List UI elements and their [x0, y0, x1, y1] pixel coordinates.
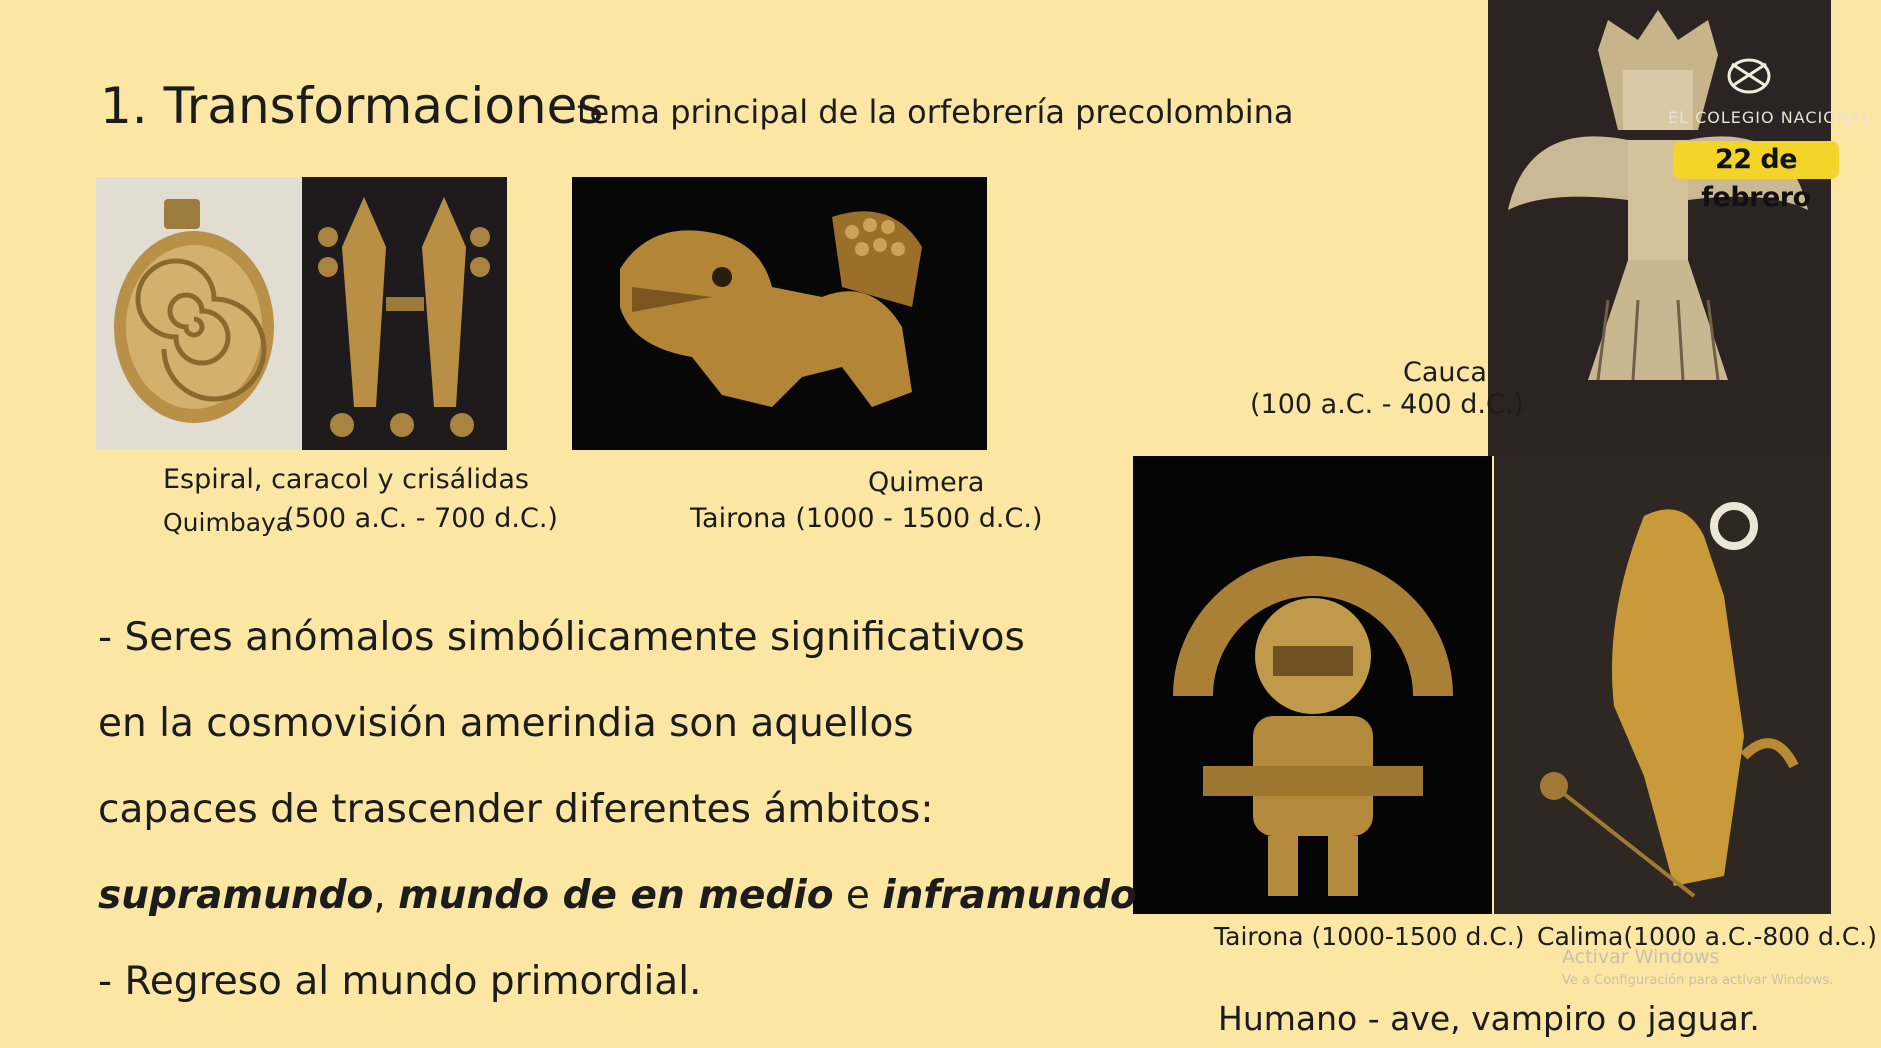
- quimbaya-chrysalis-image: [302, 177, 507, 450]
- institution-logo-icon: [1724, 56, 1774, 96]
- quimbaya-spiral-image: [96, 177, 302, 450]
- term-supramundo: supramundo: [98, 873, 374, 918]
- quimbaya-caption-dates: (500 a.C. - 700 d.C.): [284, 503, 558, 534]
- tairona-chimera-caption-line2: Tairona (1000 - 1500 d.C.): [690, 503, 1043, 534]
- tairona-figure-caption: Tairona (1000-1500 d.C.): [1214, 922, 1525, 951]
- cauca-caption-line1: Cauca: [1403, 357, 1487, 388]
- institution-name: EL COLEGIO NACIONAL: [1668, 108, 1872, 127]
- tairona-chimera-image: [572, 177, 987, 450]
- separator-e: e: [833, 873, 883, 918]
- tairona-figure-image: [1133, 456, 1492, 914]
- body-line-5: - Regreso al mundo primordial.: [98, 959, 702, 1004]
- watermark-activate-windows: Activar Windows: [1562, 946, 1720, 968]
- tairona-chimera-caption-line1: Quimera: [868, 467, 985, 498]
- quimbaya-caption-culture: Quimbaya: [163, 508, 292, 537]
- date-badge: 22 de febrero: [1673, 141, 1839, 179]
- slide-subtitle: tema principal de la orfebrería precolombina: [577, 93, 1294, 131]
- body-line-2: en la cosmovisión amerindia son aquellos: [98, 701, 914, 746]
- calima-figure-image: [1494, 456, 1831, 914]
- term-inframundo: inframundo: [882, 873, 1137, 918]
- cauca-caption-line2: (100 a.C. - 400 d.C.): [1250, 389, 1524, 420]
- calima-caption: Calima(1000 a.C.-800 d.C.): [1537, 922, 1877, 951]
- footer-caption: Humano - ave, vampiro o jaguar.: [1218, 999, 1760, 1038]
- body-line-4: [98, 872, 1137, 920]
- cauca-figure-image: [1488, 0, 1831, 456]
- term-mundo-de-en-medio: mundo de en medio: [398, 873, 834, 918]
- watermark-activate-windows-hint: Ve a Configuración para activar Windows.: [1562, 973, 1834, 988]
- separator-comma: ,: [373, 873, 399, 918]
- quimbaya-caption-line1: Espiral, caracol y crisálidas: [163, 464, 529, 495]
- slide-title: 1. Transformaciones: [100, 77, 604, 135]
- body-line-3: capaces de trascender diferentes ámbitos:: [98, 787, 934, 832]
- body-line-1: - Seres anómalos simbólicamente significativos: [98, 615, 1025, 660]
